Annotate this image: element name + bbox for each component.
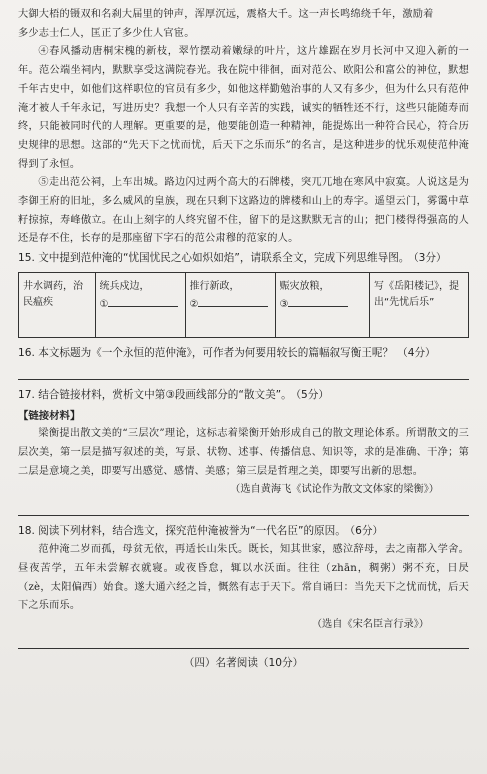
- answer-blank-2[interactable]: [198, 295, 268, 307]
- question-18-material: 范仲淹二岁而孤，母贫无依，再适长山朱氏。既长，知其世家，感泣辞母，去之南都入学舍。昼夜苦学，五年未尝解衣就寝。或夜昏怠，辄以水沃面。往往（zhān，稠粥）粥不充，日昃（zè，太阳偏西）始食。遂大通六经之旨，慨然有志于天下。常自诵曰：当先天下之忧而忧，后天下之乐而乐。: [18, 544, 469, 612]
- answer-blank-3[interactable]: [288, 295, 348, 307]
- mind-map-table: [18, 272, 469, 338]
- mind-map-cell-3: 推行新政， ②: [185, 273, 275, 338]
- link-material-body: 梁衡提出散文美的“三层次”理论，这标志着梁衡开始形成自己的散文理论体系。所谓散文的三层次美，第一层是描写叙述的美，写景、状物、述事、传播信息、知识等，求的是准确、干净；第二层是意境之美，即要写出感觉、感情、美感；第三层是哲理之美，即要写出新的思想。: [18, 428, 469, 477]
- passage-p1-line2: 多少志士仁人，匡正了多少仕人官宦。: [18, 27, 195, 39]
- question-18-source: （选自《宋名臣言行录》）: [311, 619, 429, 631]
- question-15: [18, 249, 469, 268]
- mind-map-cell-2: 统兵戍边， ①: [95, 273, 185, 338]
- mind-map-cell-1: 井水调药，治民瘟疾: [19, 273, 96, 338]
- mind-map-cell-5: 写《岳阳楼记》，提出“先忧后乐”: [370, 273, 469, 338]
- question-16: 16. 本文标题为《一个永恒的范仲淹》，可作者为何要用较长的篇幅叙写衡王呢？ （4分）: [18, 347, 436, 360]
- question-15-score: （3分）: [413, 252, 447, 265]
- passage-paragraph-5: ⑤走出范公祠，上车出城。路边闪过两个高大的石牌楼，突兀兀地在寒风中寂寞。人说这是为李御王府的旧址，多么威风的皇族，现在只剩下这路边的牌楼和山上的寿字。遥望云门，雾霭中草籽掠掠，寿峰傲立。在山上刻字的人终究留不住，留下的是这默默无言的山；把门楼得得强高的人还是存不住，长存的是那座留下字石的范公肃穆的范家的人。: [18, 177, 469, 245]
- passage-p1-line1: 大御大梧的镊双和名刹大届里的钟声，浑厚沉远，震格大千。这一声长鸣绵绕千年，激励着: [18, 9, 434, 20]
- question-17: 17. 结合链接材料，赏析文中第③段画线部分的“散文美”。 （5分）: [18, 389, 329, 402]
- answer-line-18[interactable]: [18, 636, 469, 649]
- section-4-title: （四）名著阅读（10分）: [183, 657, 304, 670]
- passage-paragraph-4: ④春风播动唐桐宋槐的新枝，翠竹摆动着嫩绿的叶片，这片雄踞在岁月长河中又迎入新的一年。范公端坐祠内，默默享受这满院春光。我在院中徘徊，面对范公、欧阳公和富公的神位，默想千年古史中，如他们这样职位的官员有多少，如他这样勤勉治事的人又有多少，但为什么只有范仲淹才被人千年永记，写进历史？我想一个人只有辛苦的实践，诚实的牺牲还不行，这些只能随寿而终，只能被同时代的人理解。更重要的是，他要能创造一种精神，能提炼出一种符合民心，符合历史规律的思想。这部的“先天下之忧而忧，后天下之乐而乐”的名言，是这种进步的忧乐观使范仲淹得到了永恒。: [18, 46, 469, 170]
- mind-map-cell-4: 赈灾放粮， ③: [275, 273, 370, 338]
- answer-line-17[interactable]: [18, 501, 469, 516]
- question-18: 18. 阅读下列材料，结合选文，探究范仲淹被誉为“一代名臣”的原因。 （6分）: [18, 525, 384, 538]
- link-material-title: 【链接材料】: [18, 410, 81, 423]
- answer-line-16[interactable]: [18, 365, 469, 380]
- question-15-text: 15. 文中提到范仲淹的“忧国忧民之心如炽如焰”，请联系全文，完成下列思维导图。: [18, 252, 410, 265]
- link-material-source: （选自黄海飞《试论作为散文文体家的梁衡》）: [230, 484, 439, 496]
- answer-blank-1[interactable]: [108, 295, 178, 307]
